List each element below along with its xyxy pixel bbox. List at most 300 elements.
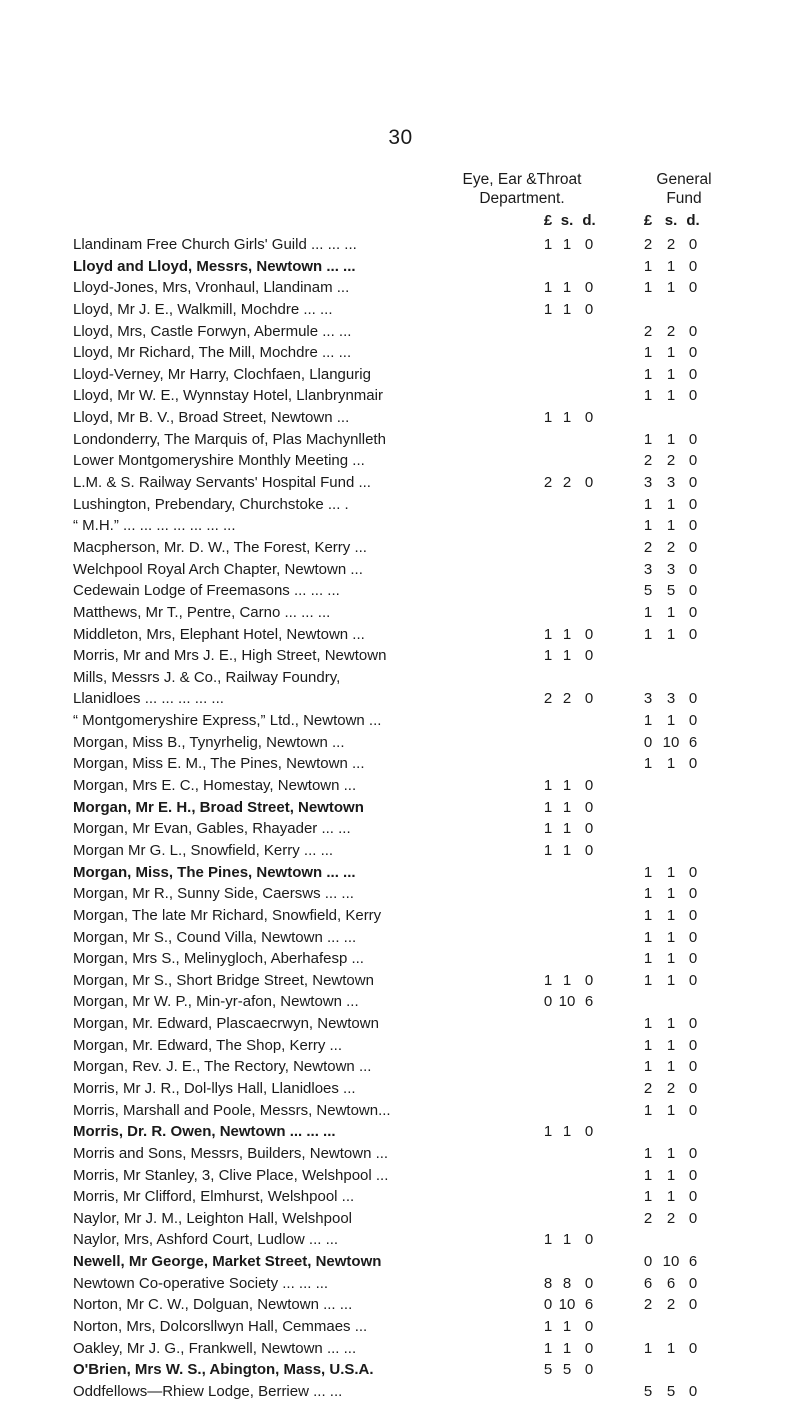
gen-pence-amount: 0: [688, 603, 698, 621]
gen-shillings-amount: 1: [666, 1144, 676, 1162]
list-item: [0, 753, 801, 775]
list-item: [0, 1273, 801, 1295]
subscriber-name: Lloyd, Mrs, Castle Forwyn, Abermule ... ...: [73, 322, 352, 340]
general-header-line1: General: [656, 171, 712, 188]
subscriber-name: Morgan, Miss, The Pines, Newtown ... ...: [73, 863, 356, 881]
gen-pence-amount: 0: [688, 279, 698, 297]
gen-pounds-amount: 1: [643, 950, 653, 968]
gen-pounds-amount: 1: [643, 1101, 653, 1119]
subscriber-name: Morris and Sons, Messrs, Builders, Newtown ...: [73, 1144, 389, 1162]
gen-pounds-amount: 1: [643, 495, 653, 513]
gen-pounds-amount: 1: [643, 257, 653, 275]
eye-pounds-amount: 8: [543, 1274, 553, 1292]
eye-shillings-amount: 1: [562, 300, 572, 318]
gen-shillings-amount: 6: [666, 1274, 676, 1292]
gen-pence-amount: 0: [688, 344, 698, 362]
subscriber-name: Morgan, Mr. Edward, Plascaecrwyn, Newtown: [73, 1015, 379, 1033]
gen-pounds-amount: 3: [643, 690, 653, 708]
subscriber-name: Lloyd, Mr B. V., Broad Street, Newtown ...: [73, 409, 350, 427]
eye-pounds-amount: 1: [543, 647, 553, 665]
gen-pence-amount: 0: [688, 365, 698, 383]
list-item: [0, 1078, 801, 1100]
eye-pence-amount: 0: [584, 279, 594, 297]
eye-pence-amount: 6: [584, 1296, 594, 1314]
eye-ear-throat-column-header: [424, 170, 620, 208]
gen-shillings-amount: 1: [666, 257, 676, 275]
gen-shillings-amount: 1: [666, 387, 676, 405]
gen-shillings-amount: 1: [666, 1188, 676, 1206]
gen-pence-amount: 0: [688, 257, 698, 275]
gen-shillings-amount: 5: [666, 582, 676, 600]
gen-pounds-amount: 1: [643, 712, 653, 730]
eye-shillings-amount: 1: [562, 647, 572, 665]
gen-shillings-amount: 2: [666, 322, 676, 340]
subscriber-name: Mills, Messrs J. & Co., Railway Foundry,: [73, 668, 341, 686]
gen-shillings-amount: 1: [666, 863, 676, 881]
gen-pounds-amount: 1: [643, 344, 653, 362]
gen-pence-amount: 0: [688, 452, 698, 470]
page-number: 30: [388, 126, 413, 149]
gen-shillings-amount: 1: [666, 1101, 676, 1119]
subscriber-name: Oakley, Mr J. G., Frankwell, Newtown ... ...: [73, 1339, 357, 1357]
subscriber-name: Naylor, Mr J. M., Leighton Hall, Welshpool: [73, 1209, 353, 1227]
list-item: [0, 602, 801, 624]
subscriber-name: Naylor, Mrs, Ashford Court, Ludlow ... ...: [73, 1231, 339, 1249]
gen-shillings-amount: 1: [666, 885, 676, 903]
gen-pounds-amount: 2: [643, 236, 653, 253]
eye-shillings-amount: 1: [562, 820, 572, 838]
gen-pounds-amount: 1: [643, 1144, 653, 1162]
subscriber-name: Lloyd-Jones, Mrs, Vronhaul, Llandinam ...: [73, 279, 350, 297]
general-fund-column-header: [636, 170, 732, 208]
gen-pounds-amount: 1: [643, 517, 653, 535]
gen-pounds-amount: 5: [643, 1382, 653, 1400]
subscriber-name: Middleton, Mrs, Elephant Hotel, Newtown ...: [73, 625, 365, 643]
eye-pounds-amount: 2: [543, 474, 553, 492]
list-item: [0, 407, 801, 429]
subscriber-name: Morgan, Mr E. H., Broad Street, Newtown: [73, 798, 364, 816]
gen-pence-amount: 0: [688, 387, 698, 405]
gen-pounds-amount: 1: [643, 603, 653, 621]
subscriber-name: Newtown Co-operative Society ... ... ...: [73, 1274, 329, 1292]
list-item: [0, 970, 801, 992]
gen-pence-amount: 0: [688, 906, 698, 924]
gen-pounds-amount: 1: [643, 885, 653, 903]
subscriber-name: “ M.H.” ... ... ... ... ... ... ...: [73, 517, 236, 535]
subscriber-name: Lloyd, Mr W. E., Wynnstay Hotel, Llanbrynmair: [73, 387, 383, 405]
gen-shillings-amount: 1: [666, 495, 676, 513]
gen-pence-amount: 0: [688, 236, 698, 253]
subscriber-name: Morgan, Rev. J. E., The Rectory, Newtown ...: [73, 1058, 372, 1076]
eye-pounds-amount: 1: [543, 625, 553, 643]
subscription-list: [0, 234, 801, 1403]
eye-pounds-amount: 1: [543, 236, 553, 253]
list-item: [0, 667, 801, 689]
gen-shillings-amount: 1: [666, 430, 676, 448]
eye-pounds-amount: 1: [543, 1123, 553, 1141]
subscriber-name: Morris, Marshall and Poole, Messrs, Newtown...: [73, 1101, 391, 1119]
eye-shillings-amount: 1: [562, 777, 572, 795]
gen-pounds-amount: 0: [643, 733, 653, 751]
list-item: [0, 645, 801, 667]
list-item: [0, 537, 801, 559]
eye-pence-label: d.: [582, 212, 596, 229]
list-item: [0, 1381, 801, 1403]
eye-pounds-amount: 1: [543, 798, 553, 816]
eye-shillings-amount: 1: [562, 1123, 572, 1141]
subscriber-name: Morris, Mr Stanley, 3, Clive Place, Welshpool ...: [73, 1166, 389, 1184]
gen-pence-amount: 0: [688, 1382, 698, 1400]
list-item: [0, 927, 801, 949]
eye-pounds-amount: 1: [543, 777, 553, 795]
gen-shillings-amount: 1: [666, 1058, 676, 1076]
gen-pounds-amount: 5: [643, 582, 653, 600]
subscriber-name: Morgan Mr G. L., Snowfield, Kerry ... ...: [73, 841, 334, 859]
eye-pence-amount: 0: [584, 690, 594, 708]
gen-shillings-label: s.: [664, 212, 678, 229]
list-item: [0, 494, 801, 516]
eye-shillings-amount: 1: [562, 1339, 572, 1357]
gen-pounds-amount: 2: [643, 1209, 653, 1227]
list-item: [0, 1251, 801, 1273]
gen-pence-amount: 0: [688, 430, 698, 448]
eye-shillings-amount: 1: [562, 798, 572, 816]
eye-pence-amount: 0: [584, 971, 594, 989]
eye-pounds-amount: 1: [543, 1231, 553, 1249]
gen-shillings-amount: 1: [666, 906, 676, 924]
gen-pence-amount: 0: [688, 322, 698, 340]
gen-shillings-amount: 1: [666, 928, 676, 946]
eye-pence-amount: 0: [584, 1318, 594, 1336]
gen-pence-amount: 0: [688, 495, 698, 513]
gen-shillings-amount: 1: [666, 1166, 676, 1184]
gen-pence-amount: 6: [688, 1253, 698, 1271]
gen-shillings-amount: 2: [666, 1296, 676, 1314]
gen-pounds-amount: 6: [643, 1274, 653, 1292]
gen-pence-amount: 6: [688, 733, 698, 751]
eye-shillings-amount: 1: [562, 1318, 572, 1336]
eye-pence-amount: 6: [584, 993, 594, 1011]
gen-pence-amount: 0: [688, 582, 698, 600]
list-item: [0, 580, 801, 602]
list-item: [0, 342, 801, 364]
list-item: [0, 1013, 801, 1035]
list-item: [0, 905, 801, 927]
subscriber-name: Oddfellows—Rhiew Lodge, Berriew ... ...: [73, 1382, 343, 1400]
gen-pence-amount: 0: [688, 971, 698, 989]
eye-shillings-amount: 1: [562, 409, 572, 427]
eye-shillings-amount: 1: [562, 279, 572, 297]
list-item: [0, 991, 801, 1013]
gen-shillings-amount: 5: [666, 1382, 676, 1400]
gen-shillings-amount: 1: [666, 603, 676, 621]
subscriber-name: Morris, Mr J. R., Dol-llys Hall, Llanidloes ...: [73, 1079, 356, 1097]
list-item: [0, 1316, 801, 1338]
subscriber-name: Morris, Mr and Mrs J. E., High Street, Newtown: [73, 647, 387, 665]
eye-pence-amount: 0: [584, 625, 594, 643]
gen-pounds-amount: 1: [643, 1166, 653, 1184]
gen-shillings-amount: 10: [662, 1253, 680, 1271]
gen-pounds-amount: 1: [643, 625, 653, 643]
eye-pence-amount: 0: [584, 1231, 594, 1249]
subscriber-name: Lloyd, Mr Richard, The Mill, Mochdre ... ...: [73, 344, 352, 362]
subscriber-name: Morris, Mr Clifford, Elmhurst, Welshpool ...: [73, 1188, 355, 1206]
subscriber-name: “ Montgomeryshire Express,” Ltd., Newtown ...: [73, 712, 382, 730]
list-item: [0, 1121, 801, 1143]
gen-shillings-amount: 1: [666, 625, 676, 643]
gen-pence-amount: 0: [688, 1339, 698, 1357]
gen-shillings-amount: 3: [666, 474, 676, 492]
subscriber-name: Morgan, The late Mr Richard, Snowfield, Kerry: [73, 906, 382, 924]
eye-pounds-amount: 1: [543, 1318, 553, 1336]
list-item: [0, 732, 801, 754]
eye-pence-amount: 0: [584, 1123, 594, 1141]
gen-pence-amount: 0: [688, 1015, 698, 1033]
subscriber-name: Lower Montgomeryshire Monthly Meeting ...: [73, 452, 365, 470]
gen-pounds-label: £: [643, 212, 653, 229]
gen-pounds-amount: 2: [643, 538, 653, 556]
subscriber-name: Londonderry, The Marquis of, Plas Machynlleth: [73, 430, 386, 448]
gen-pence-amount: 0: [688, 1296, 698, 1314]
gen-shillings-amount: 1: [666, 950, 676, 968]
list-item: [0, 1229, 801, 1251]
subscriber-name: Newell, Mr George, Market Street, Newtown: [73, 1253, 382, 1271]
gen-pounds-amount: 2: [643, 322, 653, 340]
subscriber-name: L.M. & S. Railway Servants' Hospital Fund ...: [73, 474, 371, 492]
gen-shillings-amount: 1: [666, 1036, 676, 1054]
gen-shillings-amount: 1: [666, 971, 676, 989]
gen-pence-amount: 0: [688, 1144, 698, 1162]
gen-pounds-amount: 3: [643, 474, 653, 492]
eye-shillings-amount: 2: [562, 474, 572, 492]
subscriber-name: Morgan, Mrs E. C., Homestay, Newtown ...: [73, 777, 357, 795]
eye-shillings-amount: 1: [562, 625, 572, 643]
eye-pence-amount: 0: [584, 236, 594, 253]
gen-shillings-amount: 1: [666, 1015, 676, 1033]
list-item: [0, 256, 801, 278]
list-item: [0, 1186, 801, 1208]
eye-shillings-amount: 8: [562, 1274, 572, 1292]
eye-pounds-amount: 5: [543, 1361, 553, 1379]
gen-pence-amount: 0: [688, 1101, 698, 1119]
subscriber-name: Lloyd, Mr J. E., Walkmill, Mochdre ... ...: [73, 300, 333, 318]
gen-shillings-amount: 2: [666, 538, 676, 556]
eye-pounds-amount: 2: [543, 690, 553, 708]
gen-shillings-amount: 10: [662, 733, 680, 751]
gen-pence-amount: 0: [688, 1188, 698, 1206]
eye-pounds-amount: 1: [543, 409, 553, 427]
subscriber-name: Morgan, Mr Evan, Gables, Rhayader ... ...: [73, 820, 351, 838]
list-item: [0, 818, 801, 840]
gen-pounds-amount: 1: [643, 387, 653, 405]
gen-pence-amount: 0: [688, 863, 698, 881]
gen-pence-amount: 0: [688, 625, 698, 643]
list-item: [0, 429, 801, 451]
subscriber-name: Welchpool Royal Arch Chapter, Newtown ...: [73, 560, 363, 578]
gen-pence-amount: 0: [688, 1166, 698, 1184]
gen-pounds-amount: 2: [643, 452, 653, 470]
subscriber-name: Norton, Mr C. W., Dolguan, Newtown ... ...: [73, 1296, 353, 1314]
gen-shillings-amount: 2: [666, 1079, 676, 1097]
eye-pence-amount: 0: [584, 300, 594, 318]
gen-pounds-amount: 1: [643, 1188, 653, 1206]
eye-pence-amount: 0: [584, 409, 594, 427]
gen-pence-amount: 0: [688, 1058, 698, 1076]
list-item: [0, 688, 801, 710]
gen-pounds-amount: 1: [643, 906, 653, 924]
eye-pounds-amount: 1: [543, 820, 553, 838]
eye-shillings-amount: 10: [558, 993, 576, 1011]
gen-shillings-amount: 2: [666, 452, 676, 470]
gen-shillings-amount: 1: [666, 365, 676, 383]
eye-pounds-label: £: [543, 212, 553, 229]
gen-shillings-amount: 2: [666, 236, 676, 253]
list-item: [0, 321, 801, 343]
gen-pence-amount: 0: [688, 712, 698, 730]
gen-pence-amount: 0: [688, 1274, 698, 1292]
subscriber-name: Llanidloes ... ... ... ... ...: [73, 690, 224, 708]
gen-pounds-amount: 1: [643, 365, 653, 383]
eye-pounds-amount: 0: [543, 993, 553, 1011]
eye-pounds-amount: 1: [543, 841, 553, 859]
gen-pence-amount: 0: [688, 690, 698, 708]
list-item: [0, 1208, 801, 1230]
gen-pence-amount: 0: [688, 755, 698, 773]
list-item: [0, 1035, 801, 1057]
eye-shillings-amount: 1: [562, 971, 572, 989]
eye-pence-amount: 0: [584, 841, 594, 859]
gen-pence-amount: 0: [688, 928, 698, 946]
eye-pence-amount: 0: [584, 474, 594, 492]
eye-shillings-amount: 10: [558, 1296, 576, 1314]
list-item: [0, 624, 801, 646]
list-item: [0, 385, 801, 407]
gen-shillings-amount: 1: [666, 517, 676, 535]
gen-pence-amount: 0: [688, 1079, 698, 1097]
subscriber-name: Lloyd and Lloyd, Messrs, Newtown ... ...: [73, 257, 356, 275]
gen-pence-amount: 0: [688, 950, 698, 968]
gen-pounds-amount: 1: [643, 279, 653, 297]
gen-pounds-amount: 1: [643, 863, 653, 881]
gen-pence-amount: 0: [688, 1209, 698, 1227]
gen-pounds-amount: 1: [643, 755, 653, 773]
eye-pence-amount: 0: [584, 777, 594, 795]
list-item: [0, 862, 801, 884]
gen-pence-amount: 0: [688, 474, 698, 492]
eye-shillings-amount: 1: [562, 236, 572, 253]
list-item: [0, 1338, 801, 1360]
gen-shillings-amount: 1: [666, 712, 676, 730]
gen-pounds-amount: 1: [643, 430, 653, 448]
eye-pounds-amount: 1: [543, 300, 553, 318]
list-item: [0, 775, 801, 797]
list-item: [0, 948, 801, 970]
gen-shillings-amount: 2: [666, 1209, 676, 1227]
list-item: [0, 515, 801, 537]
eye-pence-amount: 0: [584, 820, 594, 838]
subscriber-name: Morris, Dr. R. Owen, Newtown ... ... ...: [73, 1123, 336, 1141]
subscriber-name: Lloyd-Verney, Mr Harry, Clochfaen, Llangurig: [73, 365, 371, 383]
gen-shillings-amount: 1: [666, 279, 676, 297]
eye-pence-amount: 0: [584, 1274, 594, 1292]
list-item: [0, 840, 801, 862]
eye-pence-amount: 0: [584, 1339, 594, 1357]
eye-pence-amount: 0: [584, 647, 594, 665]
list-item: [0, 883, 801, 905]
subscriber-name: Norton, Mrs, Dolcorsllwyn Hall, Cemmaes ...: [73, 1318, 368, 1336]
subscriber-name: Lushington, Prebendary, Churchstoke ... .: [73, 495, 349, 513]
list-item: [0, 1165, 801, 1187]
eye-pence-amount: 0: [584, 798, 594, 816]
subscriber-name: Macpherson, Mr. D. W., The Forest, Kerry ...: [73, 538, 367, 556]
eye-header-line2: Department.: [479, 190, 565, 207]
list-item: [0, 559, 801, 581]
gen-pounds-amount: 1: [643, 1058, 653, 1076]
eye-shillings-amount: 1: [562, 1231, 572, 1249]
gen-shillings-amount: 3: [666, 560, 676, 578]
gen-pence-label: d.: [686, 212, 700, 229]
subscriber-name: Morgan, Mr. Edward, The Shop, Kerry ...: [73, 1036, 343, 1054]
eye-header-line1: Eye, Ear &Throat: [462, 171, 582, 188]
general-header-line2: Fund: [666, 190, 702, 207]
gen-pounds-amount: 2: [643, 1296, 653, 1314]
gen-pounds-amount: 1: [643, 1015, 653, 1033]
eye-shillings-amount: 5: [562, 1361, 572, 1379]
subscriber-name: O'Brien, Mrs W. S., Abington, Mass, U.S.A.: [73, 1361, 374, 1379]
list-item: [0, 299, 801, 321]
list-item: [0, 364, 801, 386]
gen-pounds-amount: 2: [643, 1079, 653, 1097]
subscriber-name: Morgan, Mrs S., Melinygloch, Aberhafesp ...: [73, 950, 364, 968]
gen-shillings-amount: 3: [666, 690, 676, 708]
gen-pence-amount: 0: [688, 560, 698, 578]
list-item: [0, 1100, 801, 1122]
eye-pounds-amount: 1: [543, 971, 553, 989]
list-item: [0, 797, 801, 819]
list-item: [0, 472, 801, 494]
subscriber-name: Morgan, Mr R., Sunny Side, Caersws ... ...: [73, 885, 354, 903]
gen-pounds-amount: 3: [643, 560, 653, 578]
list-item: [0, 1056, 801, 1078]
list-item: [0, 710, 801, 732]
subscriber-name: Morgan, Mr W. P., Min-yr-afon, Newtown ...: [73, 993, 359, 1011]
gen-shillings-amount: 1: [666, 755, 676, 773]
subscriber-name: Morgan, Mr S., Cound Villa, Newtown ... ...: [73, 928, 357, 946]
gen-pence-amount: 0: [688, 1036, 698, 1054]
subscriber-name: Morgan, Mr S., Short Bridge Street, Newtown: [73, 971, 374, 989]
eye-pence-amount: 0: [584, 1361, 594, 1379]
gen-pounds-amount: 0: [643, 1253, 653, 1271]
list-item: [0, 1143, 801, 1165]
eye-pounds-amount: 0: [543, 1296, 553, 1314]
subscriber-name: Llandinam Free Church Girls' Guild ... ... ...: [73, 236, 357, 253]
eye-shillings-amount: 2: [562, 690, 572, 708]
list-item: [0, 277, 801, 299]
list-item: [0, 234, 801, 256]
gen-pence-amount: 0: [688, 517, 698, 535]
subscriber-name: Morgan, Miss E. M., The Pines, Newtown ...: [73, 755, 365, 773]
eye-shillings-label: s.: [560, 212, 574, 229]
subscriber-name: Matthews, Mr T., Pentre, Carno ... ... ...: [73, 603, 331, 621]
gen-pounds-amount: 1: [643, 971, 653, 989]
subscriber-name: Cedewain Lodge of Freemasons ... ... ...: [73, 582, 340, 600]
gen-pence-amount: 0: [688, 538, 698, 556]
gen-pounds-amount: 1: [643, 928, 653, 946]
gen-shillings-amount: 1: [666, 344, 676, 362]
gen-pounds-amount: 1: [643, 1036, 653, 1054]
list-item: [0, 1359, 801, 1381]
eye-pounds-amount: 1: [543, 279, 553, 297]
